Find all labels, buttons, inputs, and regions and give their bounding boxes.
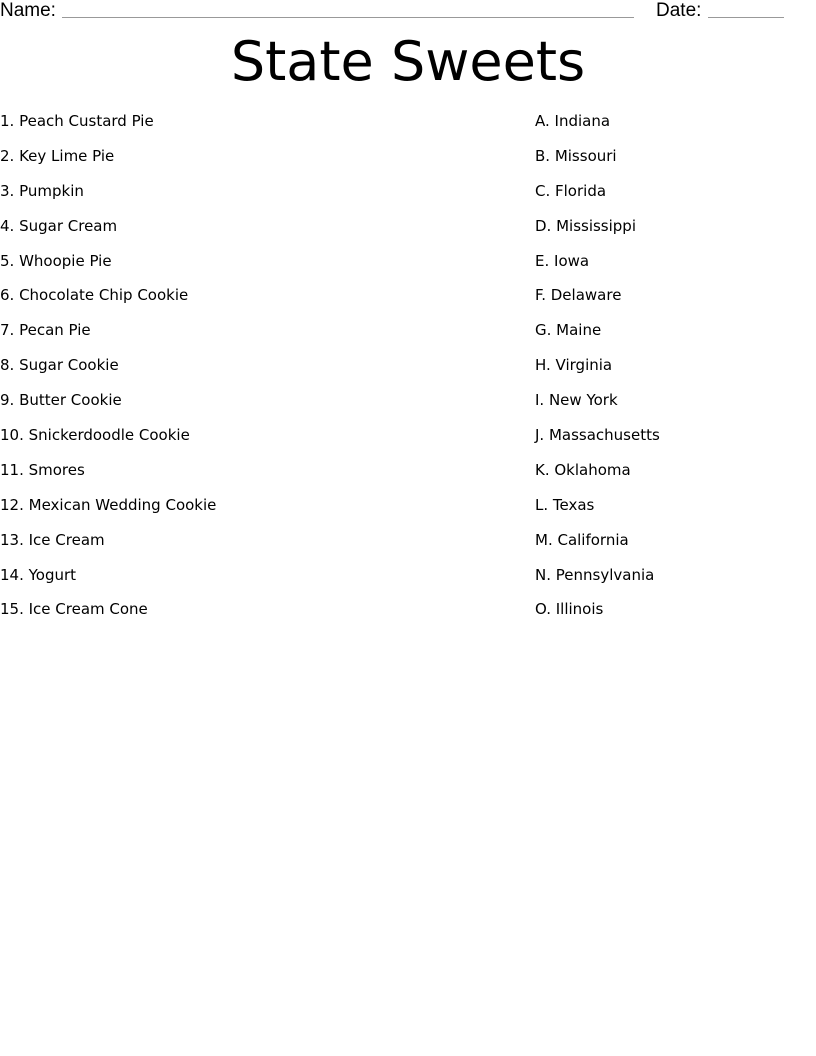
question-item: 8. Sugar Cookie: [0, 356, 119, 375]
name-blank-line: [62, 17, 634, 18]
question-item: 1. Peach Custard Pie: [0, 112, 154, 130]
question-item: 14. Yogurt: [0, 565, 77, 584]
answer-item: F. Delaware: [535, 286, 622, 305]
question-item: 9. Butter Cookie: [0, 391, 122, 410]
answer-item: M. California: [535, 530, 629, 549]
answer-item: A. Indiana: [535, 112, 611, 130]
question-item: 3. Pumpkin: [0, 181, 84, 200]
question-item: 7. Pecan Pie: [0, 321, 91, 340]
answer-item: E. Iowa: [535, 251, 590, 270]
answer-item: J. Massachusetts: [535, 426, 660, 445]
question-item: 6. Chocolate Chip Cookie: [0, 286, 189, 305]
answer-item: K. Oklahoma: [535, 460, 631, 479]
question-item: 13. Ice Cream: [0, 530, 105, 549]
answer-item: I. New York: [535, 391, 618, 410]
date-label: Date:: [656, 0, 702, 21]
page-title: State Sweets: [230, 30, 586, 93]
answer-item: N. Pennsylvania: [535, 565, 655, 584]
answer-item: D. Mississippi: [535, 216, 637, 235]
answers-list: [535, 111, 660, 634]
question-item: 10. Snickerdoodle Cookie: [0, 426, 190, 445]
question-item: 5. Whoopie Pie: [0, 251, 112, 270]
date-blank-line: [708, 17, 784, 18]
answer-item: O. Illinois: [535, 600, 604, 619]
answer-item: H. Virginia: [535, 356, 613, 375]
questions-list: [0, 111, 216, 634]
answer-item: G. Maine: [535, 321, 602, 340]
question-item: 15. Ice Cream Cone: [0, 600, 148, 619]
answer-item: L. Texas: [535, 495, 595, 514]
question-item: 4. Sugar Cream: [0, 216, 118, 235]
question-item: 2. Key Lime Pie: [0, 146, 115, 165]
answer-item: C. Florida: [535, 181, 607, 200]
answer-item: B. Missouri: [535, 146, 617, 165]
question-item: 11. Smores: [0, 460, 85, 479]
question-item: 12. Mexican Wedding Cookie: [0, 495, 217, 514]
name-label: Name:: [0, 0, 56, 21]
header-row: [0, 0, 816, 24]
